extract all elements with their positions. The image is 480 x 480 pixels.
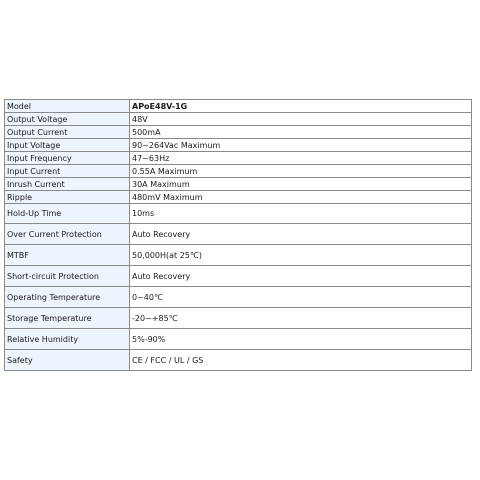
spec-value: 47~63Hz bbox=[130, 152, 472, 165]
table-row bbox=[5, 191, 472, 204]
table-row bbox=[5, 139, 472, 152]
spec-value: 90~264Vac Maximum bbox=[130, 139, 472, 152]
spec-label: Over Current Protection bbox=[5, 224, 130, 245]
spec-label: Model bbox=[5, 100, 130, 113]
spec-label: Input Voltage bbox=[5, 139, 130, 152]
spec-label: Safety bbox=[5, 350, 130, 371]
spec-value: 0~40℃ bbox=[130, 287, 472, 308]
table-row bbox=[5, 287, 472, 308]
spec-value: 10ms bbox=[130, 204, 472, 224]
spec-value: 50,000H(at 25℃) bbox=[130, 245, 472, 266]
table-row bbox=[5, 152, 472, 165]
spec-label: Relative Humidity bbox=[5, 329, 130, 350]
spec-value: APoE48V-1G bbox=[130, 100, 472, 113]
table-row bbox=[5, 100, 472, 113]
table-row bbox=[5, 245, 472, 266]
spec-label: Input Current bbox=[5, 165, 130, 178]
table-row bbox=[5, 350, 472, 371]
spec-value: 500mA bbox=[130, 126, 472, 139]
spec-label: Output Current bbox=[5, 126, 130, 139]
table-row bbox=[5, 266, 472, 287]
spec-label: Output Voltage bbox=[5, 113, 130, 126]
spec-value: 0.55A Maximum bbox=[130, 165, 472, 178]
spec-label: Input Frequency bbox=[5, 152, 130, 165]
table-row bbox=[5, 329, 472, 350]
table-row bbox=[5, 113, 472, 126]
spec-label: MTBF bbox=[5, 245, 130, 266]
specification-table bbox=[4, 99, 472, 371]
table-row bbox=[5, 204, 472, 224]
spec-label: Hold-Up Time bbox=[5, 204, 130, 224]
table-row bbox=[5, 165, 472, 178]
spec-label: Ripple bbox=[5, 191, 130, 204]
spec-value: 48V bbox=[130, 113, 472, 126]
spec-value: Auto Recovery bbox=[130, 224, 472, 245]
spec-value: 480mV Maximum bbox=[130, 191, 472, 204]
spec-value: -20~+85℃ bbox=[130, 308, 472, 329]
spec-label: Inrush Current bbox=[5, 178, 130, 191]
spec-label: Short-circuit Protection bbox=[5, 266, 130, 287]
spec-value: 30A Maximum bbox=[130, 178, 472, 191]
table-row bbox=[5, 126, 472, 139]
spec-label: Operating Temperature bbox=[5, 287, 130, 308]
table-row bbox=[5, 224, 472, 245]
spec-value: 5%-90% bbox=[130, 329, 472, 350]
spec-value: Auto Recovery bbox=[130, 266, 472, 287]
spec-label: Storage Temperature bbox=[5, 308, 130, 329]
table-row bbox=[5, 308, 472, 329]
spec-value: CE / FCC / UL / GS bbox=[130, 350, 472, 371]
table-row bbox=[5, 178, 472, 191]
